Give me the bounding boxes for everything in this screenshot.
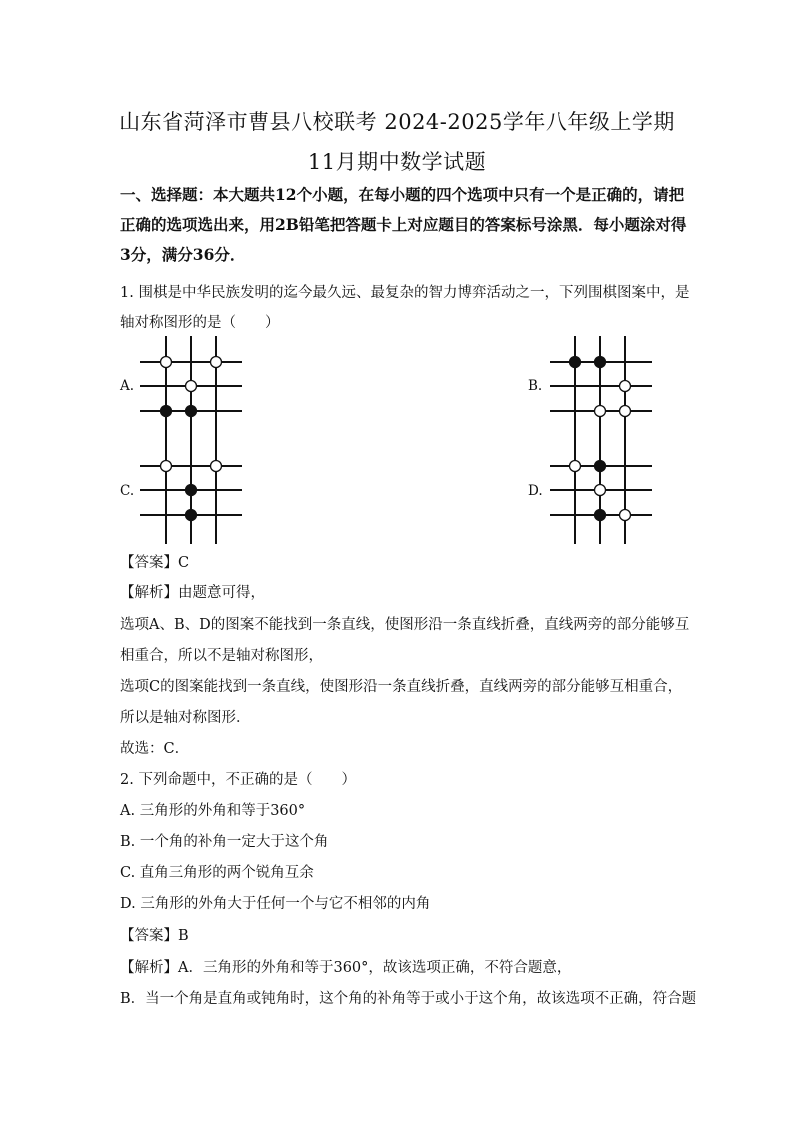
q1-option-b-label: B.	[528, 378, 543, 394]
q2-option-d: D. 三角形的外角大于任何一个与它不相邻的内角	[120, 896, 431, 912]
q1-analysis-line2: 选项A、B、D的图案不能找到一条直线，使图形沿一条直线折叠，直线两旁的部分能够互	[120, 617, 690, 633]
q1-option-b-board	[546, 336, 656, 440]
q2-analysis-line1: 【解析】A．三角形的外角和等于360°，故该选项正确，不符合题意，	[120, 960, 572, 976]
document-title-line2: 11月期中数学试题	[307, 150, 487, 174]
q1-option-c-board	[136, 440, 246, 544]
document-title-line1: 山东省菏泽市曹县八校联考 2024-2025学年八年级上学期	[119, 110, 675, 134]
q2-analysis-line2: B．当一个角是直角或钝角时，这个角的补角等于或小于这个角，故该选项不正确，符合题	[120, 991, 697, 1007]
q1-analysis-line1: 【解析】由题意可得，	[120, 585, 265, 601]
q1-answer: 【答案】C	[120, 555, 190, 571]
q2-option-b: B. 一个角的补角一定大于这个角	[120, 834, 329, 850]
q2-stem: 2. 下列命题中，不正确的是（ ）	[120, 772, 356, 788]
q1-stem-line2: 轴对称图形的是（ ）	[120, 315, 280, 331]
q1-conclusion: 故选：C．	[120, 741, 190, 757]
q2-answer: 【答案】B	[120, 928, 189, 944]
q2-option-c: C. 直角三角形的两个锐角互余	[120, 865, 314, 881]
section-heading: 一、选择题：本大题共12个小题，在每小题的四个选项中只有一个是正确的，请把正确的选项选出来，用2B铅笔把答题卡上对应题目的答案标号涂黑．每小题涂对得3分，满分36分．	[120, 185, 687, 264]
q1-option-a-board	[136, 336, 246, 440]
q1-option-d-label: D.	[528, 483, 543, 499]
q1-analysis-line3: 相重合，所以不是轴对称图形，	[120, 648, 323, 664]
q1-option-d-board	[546, 440, 656, 544]
q1-analysis-line4: 选项C的图案能找到一条直线，使图形沿一条直线折叠，直线两旁的部分能够互相重合，	[120, 679, 683, 695]
q1-analysis-line5: 所以是轴对称图形．	[120, 710, 251, 726]
q1-stem-line1: 1. 围棋是中华民族发明的迄今最久远、最复杂的智力博弈活动之一，下列围棋图案中，是	[120, 285, 690, 301]
q1-option-c-label: C.	[120, 483, 135, 499]
q1-option-a-label: A.	[120, 378, 135, 394]
q2-option-a: A. 三角形的外角和等于360°	[120, 803, 306, 819]
